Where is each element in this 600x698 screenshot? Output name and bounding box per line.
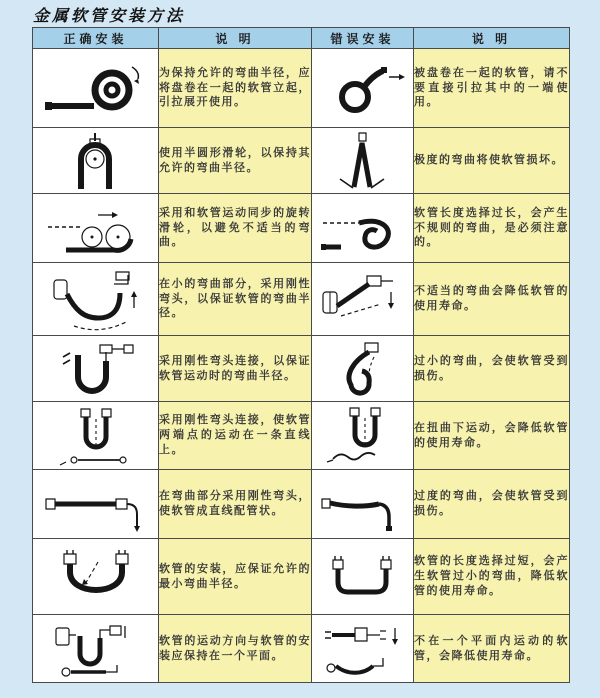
table-header-row [33, 28, 570, 49]
correct-illustration-cell [33, 402, 159, 470]
wrong-description: 不在一个平面内运动的软管，会降低使用寿命。 [414, 615, 570, 683]
rigid-elbow-u-bend-icon [40, 339, 152, 399]
wrong-description: 过小的弯曲，会使软管受到损伤。 [414, 336, 570, 402]
coiled-hose-stand-up-icon [40, 55, 152, 121]
inline-motion-u-hose-icon [40, 405, 152, 467]
out-of-plane-motion-icon [317, 618, 409, 680]
header-wrong-install: 错误安装 [312, 28, 414, 49]
rigid-elbow-small-bend-icon [40, 266, 152, 332]
wrong-illustration-cell [312, 402, 414, 470]
correct-description: 使用半圆形滑轮，以保持其允许的弯曲半径。 [159, 128, 312, 194]
too-small-bend-icon [317, 339, 409, 399]
min-bend-radius-u-icon [40, 544, 152, 610]
table-row [33, 336, 570, 402]
excess-length-loop-icon [317, 197, 409, 259]
correct-illustration-cell [33, 615, 159, 683]
extreme-bend-hose-icon [317, 131, 409, 191]
twisted-motion-u-hose-icon [317, 405, 409, 467]
overbent-hose-icon [317, 473, 409, 535]
table-row [33, 470, 570, 539]
header-correct-install: 正确安装 [33, 28, 159, 49]
wrong-description: 软管的长度选择过短，会产生软管过小的弯曲，降低软管的使用寿命。 [414, 539, 570, 615]
wrong-illustration-cell [312, 128, 414, 194]
wrong-illustration-cell [312, 263, 414, 336]
correct-description: 在弯曲部分采用刚性弯头，使软管成直线配管状。 [159, 470, 312, 539]
correct-description: 采用刚性弯头连接，以保证软管运动时的弯曲半径。 [159, 336, 312, 402]
wrong-description: 被盘卷在一起的软管，请不要直接引拉其中的一端使用。 [414, 49, 570, 128]
table-row [33, 539, 570, 615]
straight-pipe-elbow-icon [40, 473, 152, 535]
correct-illustration-cell [33, 470, 159, 539]
wrong-illustration-cell [312, 470, 414, 539]
wrong-description: 极度的弯曲将使软管损坏。 [414, 128, 570, 194]
table-row [33, 194, 570, 263]
wrong-illustration-cell [312, 49, 414, 128]
improper-bend-icon [317, 266, 409, 332]
wrong-illustration-cell [312, 336, 414, 402]
correct-description: 在小的弯曲部分，采用刚性弯头，以保证软管的弯曲半径。 [159, 263, 312, 336]
rotating-pulleys-hose-icon [40, 197, 152, 259]
correct-illustration-cell [33, 128, 159, 194]
header-description-right: 说 明 [414, 28, 570, 49]
correct-illustration-cell [33, 539, 159, 615]
table-row [33, 263, 570, 336]
wrong-illustration-cell [312, 615, 414, 683]
correct-description: 为保持允许的弯曲半径，应将盘卷在一起的软管立起，引拉展开使用。 [159, 49, 312, 128]
correct-description: 软管的安装，应保证允许的最小弯曲半径。 [159, 539, 312, 615]
correct-illustration-cell [33, 194, 159, 263]
same-plane-motion-icon [40, 618, 152, 680]
semicircular-pulley-hose-icon [40, 131, 152, 191]
correct-description: 软管的运动方向与软管的安装应保持在一个平面。 [159, 615, 312, 683]
coiled-hose-pull-end-icon [317, 55, 409, 121]
table-row [33, 615, 570, 683]
table-row [33, 49, 570, 128]
wrong-description: 不适当的弯曲会降低软管的使用寿命。 [414, 263, 570, 336]
correct-description: 采用刚性弯头连接，使软管两端点的运动在一条直线上。 [159, 402, 312, 470]
wrong-description: 过度的弯曲，会使软管受到损伤。 [414, 470, 570, 539]
wrong-illustration-cell [312, 194, 414, 263]
correct-illustration-cell [33, 49, 159, 128]
table-row [33, 402, 570, 470]
installation-table [32, 27, 570, 683]
header-description-left: 说 明 [159, 28, 312, 49]
wrong-description: 在扭曲下运动，会降低软管的使用寿命。 [414, 402, 570, 470]
wrong-description: 软管长度选择过长，会产生不规则的弯曲，是必须注意的。 [414, 194, 570, 263]
table-row [33, 128, 570, 194]
page-title: 金属软管安装方法 [33, 6, 186, 25]
wrong-illustration-cell [312, 539, 414, 615]
too-short-hose-icon [317, 544, 409, 610]
correct-illustration-cell [33, 336, 159, 402]
correct-illustration-cell [33, 263, 159, 336]
correct-description: 采用和软管运动同步的旋转滑轮，以避免不适当的弯曲。 [159, 194, 312, 263]
